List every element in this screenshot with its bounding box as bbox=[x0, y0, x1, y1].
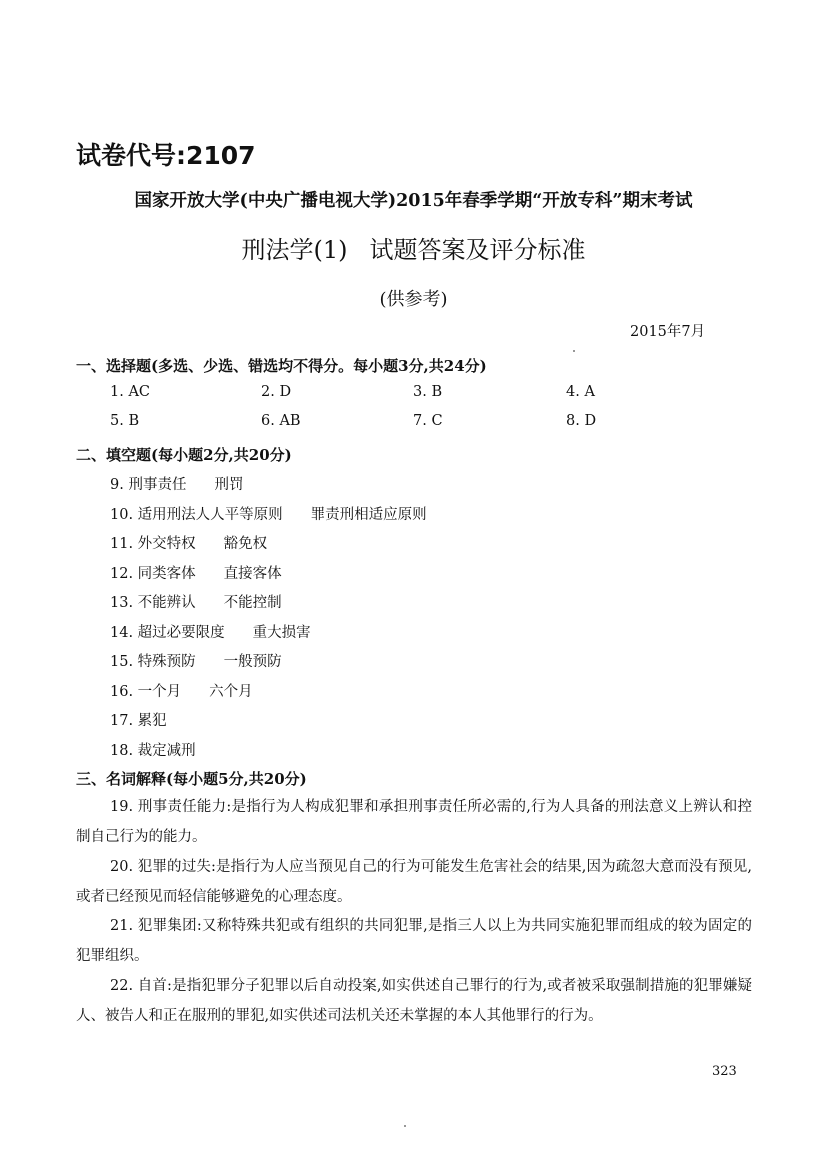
course-title-part1: 刑法学(1) bbox=[241, 236, 348, 264]
course-title bbox=[0, 230, 827, 265]
fill-item-10: 10. 适用刑法人人平等原则 罪责刑相适应原则 bbox=[110, 507, 427, 523]
scan-speck bbox=[573, 350, 575, 352]
mc-answer-7: 7. C bbox=[413, 413, 443, 429]
mc-answer-1: 1. AC bbox=[110, 384, 151, 400]
mc-answer-4: 4. A bbox=[566, 384, 595, 400]
fill-item-11: 11. 外交特权 豁免权 bbox=[110, 536, 268, 552]
section3-heading: 三、名词解释(每小题5分,共20分) bbox=[76, 770, 307, 788]
mc-answer-3: 3. B bbox=[413, 384, 443, 400]
definition-21: 21. 犯罪集团:又称特殊共犯或有组织的共同犯罪,是指三人以上为共同实施犯罪而组成的较为固定的犯罪组织。 bbox=[76, 918, 752, 964]
exam-date: 2015年7月 bbox=[630, 324, 706, 340]
fill-item-13: 13. 不能辨认 不能控制 bbox=[110, 595, 282, 611]
fill-item-17: 17. 累犯 bbox=[110, 713, 167, 729]
mc-answer-6: 6. AB bbox=[261, 413, 301, 429]
fill-item-14: 14. 超过必要限度 重大损害 bbox=[110, 625, 311, 641]
paper-code: 试卷代号:2107 bbox=[76, 141, 256, 170]
scan-speck bbox=[404, 1125, 406, 1127]
fill-item-16: 16. 一个月 六个月 bbox=[110, 684, 253, 700]
page-number: 323 bbox=[712, 1064, 737, 1079]
mc-answer-8: 8. D bbox=[566, 413, 597, 429]
course-title-part2: 试题答案及评分标准 bbox=[369, 236, 586, 264]
fill-item-15: 15. 特殊预防 一般预防 bbox=[110, 654, 282, 670]
definition-20: 20. 犯罪的过失:是指行为人应当预见自己的行为可能发生危害社会的结果,因为疏忽大意而没有预见,或者已经预见而轻信能够避免的心理态度。 bbox=[76, 859, 752, 905]
definition-22: 22. 自首:是指犯罪分子犯罪以后自动投案,如实供述自己罪行的行为,或者被采取强制措施的犯罪嫌疑人、被告人和正在服刑的罪犯,如实供述司法机关还未掌握的本人其他罪行的行为。 bbox=[76, 978, 752, 1024]
exam-title: 国家开放大学(中央广播电视大学)2015年春季学期“开放专科”期末考试 bbox=[134, 191, 693, 211]
section2-heading: 二、填空题(每小题2分,共20分) bbox=[76, 446, 292, 464]
definition-19: 19. 刑事责任能力:是指行为人构成犯罪和承担刑事责任所必需的,行为人具备的刑法意义上辨认和控制自己行为的能力。 bbox=[76, 799, 752, 845]
fill-item-18: 18. 裁定减刑 bbox=[110, 743, 196, 759]
reference-note: (供参考) bbox=[379, 289, 448, 310]
mc-answer-5: 5. B bbox=[110, 413, 140, 429]
mc-answer-2: 2. D bbox=[261, 384, 292, 400]
fill-item-12: 12. 同类客体 直接客体 bbox=[110, 566, 282, 582]
section1-heading: 一、选择题(多选、少选、错选均不得分。每小题3分,共24分) bbox=[76, 357, 487, 375]
fill-item-9: 9. 刑事责任 刑罚 bbox=[110, 477, 244, 493]
